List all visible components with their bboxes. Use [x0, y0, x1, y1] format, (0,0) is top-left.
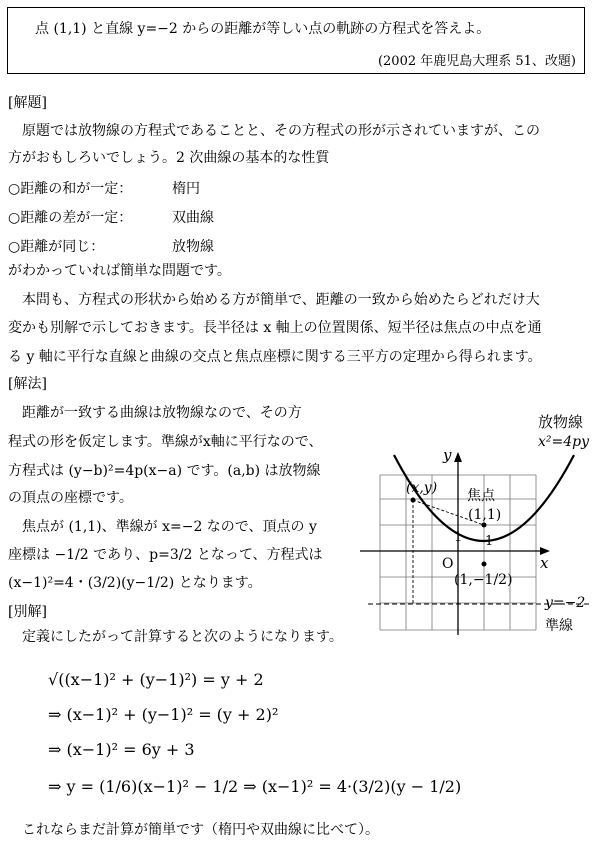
kaidai-p2-line2: 変かも別解で示しておきます。長半径は x 軸上の位置関係、短半径は焦点の中点を通 — [8, 320, 542, 336]
prop-hyperbola-name: 双曲線 — [172, 210, 214, 226]
vertex-label: (1,−1/2) — [454, 572, 513, 588]
kaidai-heading: [解題] — [8, 95, 47, 111]
equation-1: √((x−1)² + (y−1)²) = y + 2 — [48, 670, 264, 689]
kaihou-line7: (x−1)²=4・(3/2)(y−1/2) となります。 — [8, 575, 262, 591]
vertex-marker — [482, 562, 487, 567]
focus-marker — [482, 523, 487, 528]
problem-box — [7, 7, 585, 74]
kaihou-line1: 距離が一致する曲線は放物線なので、その方 — [22, 405, 302, 421]
kaidai-p1-line2: 方がおもしろいでしょう。2 次曲線の基本的な性質 — [8, 150, 330, 166]
prop-hyperbola-cond: ○距離の差が一定： — [8, 210, 133, 226]
y-axis-arrow — [454, 452, 462, 462]
kaihou-line4: の頂点の座標です。 — [8, 490, 133, 506]
kaidai-p2-line1: 本問も、方程式の形状から始める方が簡単で、距離の一致から始めたらどれだけ大 — [22, 292, 540, 308]
problem-source: (2002 年鹿児島大理系 51、改題) — [377, 54, 576, 69]
figure-title-equation: x²=4py — [538, 434, 590, 450]
prop-ellipse-name: 楕円 — [172, 181, 200, 197]
betsukai-intro: 定義にしたがって計算すると次のようになります。 — [22, 629, 343, 645]
equation-2: ⇒ (x−1)² + (y−1)² = (y + 2)² — [48, 705, 279, 724]
directrix-name-label: 準線 — [545, 618, 573, 634]
parabola-figure — [360, 410, 595, 640]
origin-label: O — [442, 556, 454, 572]
focus-coord-label: (1,1) — [468, 507, 502, 523]
kaihou-line2: 程式の形を仮定します。準線がx軸に平行なので、 — [8, 434, 323, 450]
kaidai-p2-line3: る y 軸に平行な直線と曲線の交点と焦点座標に関する三平方の定理から得られます。 — [8, 349, 542, 365]
focus-label: 焦点 — [467, 488, 495, 504]
equation-4: ⇒ y = (1/6)(x−1)² − 1/2 ⇒ (x−1)² = 4·(3/2)(y − 1/2) — [48, 777, 462, 796]
distance-label-2: 1 — [485, 534, 494, 549]
x-axis-label: x — [540, 554, 549, 572]
kaidai-p1-line1: 原題では放物線の方程式であることと、その方程式の形が示されていますが、この — [22, 123, 540, 139]
kaihou-line5: 焦点が (1,1)、準線が x=−2 なので、頂点の y — [22, 519, 317, 535]
kaidai-p1-line3: がわかっていれば簡単な問題です。 — [8, 263, 231, 279]
directrix-eq-label: y=−2 — [545, 595, 586, 611]
point-xy-marker — [411, 498, 416, 503]
distance-label-1: 1 — [454, 530, 463, 545]
point-xy-label: (x,y) — [406, 480, 438, 496]
y-axis-label: y — [443, 446, 452, 464]
prop-parabola-cond: ○距離が同じ： — [8, 239, 105, 255]
kaihou-line6: 座標は −1/2 であり、p=3/2 となって、方程式は — [8, 547, 323, 563]
equation-3: ⇒ (x−1)² = 6y + 3 — [48, 740, 195, 759]
figure-title-parabola: 放物線 — [538, 413, 584, 431]
prop-ellipse-cond: ○距離の和が一定： — [8, 181, 133, 197]
betsukai-closing: これならまだ計算が簡単です（楕円や双曲線に比べて）。 — [22, 822, 379, 838]
kaihou-heading: [解法] — [8, 376, 47, 392]
kaihou-line3: 方程式は (y−b)²=4p(x−a) です。(a,b) は放物線 — [8, 463, 321, 479]
betsukai-heading: [別解] — [8, 604, 47, 620]
prop-parabola-name: 放物線 — [172, 239, 214, 255]
problem-statement: 点 (1,1) と直線 y=−2 からの距離が等しい点の軌跡の方程式を答えよ。 — [35, 21, 491, 37]
